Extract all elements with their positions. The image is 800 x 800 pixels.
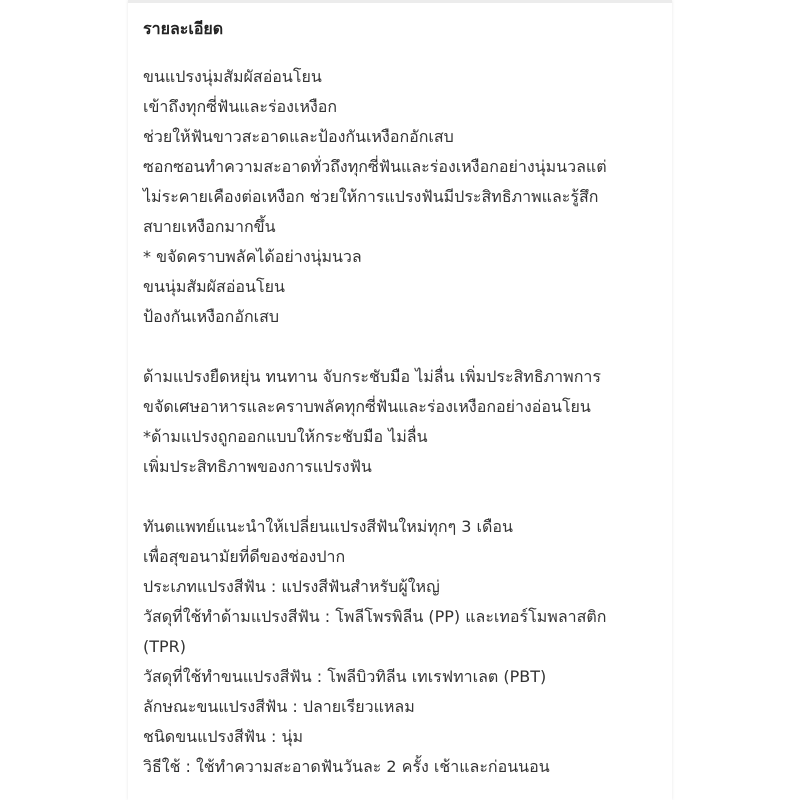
description-line: ขจัดเศษอาหารและคราบพลัคทุกซี่ฟันและร่องเหงือกอย่างอ่อนโยน bbox=[143, 397, 591, 416]
paragraph-spacer bbox=[143, 482, 668, 512]
description-line: ด้ามแปรงยืดหยุ่น ทนทาน จับกระชับมือ ไม่ลื่น เพิ่มประสิทธิภาพการ bbox=[143, 367, 601, 386]
description-line: ขนแปรงนุ่มสัมผัสอ่อนโยน bbox=[143, 67, 322, 86]
paragraph-spacer bbox=[143, 332, 668, 362]
description-line: ช่วยให้ฟันขาวสะอาดและป้องกันเหงือกอักเสบ bbox=[143, 127, 454, 146]
spec-bristle-shape: ลักษณะขนแปรงสีฟัน : ปลายเรียวแหลม bbox=[143, 697, 415, 716]
description-line: เพื่อสุขอนามัยที่ดีของช่องปาก bbox=[143, 547, 346, 566]
spec-handle-material: วัสดุที่ใช้ทำด้ามแปรงสีฟัน : โพลีโพรพิลีน (PP) และเทอร์โมพลาสติก bbox=[143, 607, 607, 626]
description-line: ทันตแพทย์แนะนำให้เปลี่ยนแปรงสีฟันใหม่ทุกๆ 3 เดือน bbox=[143, 517, 513, 536]
description-line: ไม่ระคายเคืองต่อเหงือก ช่วยให้การแปรงฟันมีประสิทธิภาพและรู้สึก bbox=[143, 187, 599, 206]
spec-handle-material-cont: (TPR) bbox=[143, 637, 187, 656]
description-line: ป้องกันเหงือกอักเสบ bbox=[143, 307, 280, 326]
spec-brush-type: ประเภทแปรงสีฟัน : แปรงสีฟันสำหรับผู้ใหญ่ bbox=[143, 577, 440, 596]
description-line: เข้าถึงทุกซี่ฟันและร่องเหงือก bbox=[143, 97, 338, 116]
description-line: * ขจัดคราบพลัคได้อย่างนุ่มนวล bbox=[143, 247, 362, 266]
spec-bristle-type: ชนิดขนแปรงสีฟัน : นุ่ม bbox=[143, 727, 304, 746]
description-body bbox=[143, 62, 668, 782]
description-line: ซอกซอนทำความสะอาดทั่วถึงทุกซี่ฟันและร่องเหงือกอย่างนุ่มนวลแต่ bbox=[143, 157, 607, 176]
description-line: เพิ่มประสิทธิภาพของการแปรงฟัน bbox=[143, 457, 372, 476]
section-title: รายละเอียด bbox=[143, 19, 224, 38]
panel-top-divider bbox=[128, 0, 672, 3]
description-line: *ด้ามแปรงถูกออกแบบให้กระชับมือ ไม่ลื่น bbox=[143, 427, 428, 446]
spec-usage: วิธีใช้ : ใช้ทำความสะอาดฟันวันละ 2 ครั้ง เช้าและก่อนนอน bbox=[143, 757, 550, 776]
spec-bristle-material: วัสดุที่ใช้ทำขนแปรงสีฟัน : โพลีบิวทิลีน เทเรฟทาเลต (PBT) bbox=[143, 667, 547, 686]
description-line: สบายเหงือกมากขึ้น bbox=[143, 217, 276, 236]
description-line: ขนนุ่มสัมผัสอ่อนโยน bbox=[143, 277, 285, 296]
